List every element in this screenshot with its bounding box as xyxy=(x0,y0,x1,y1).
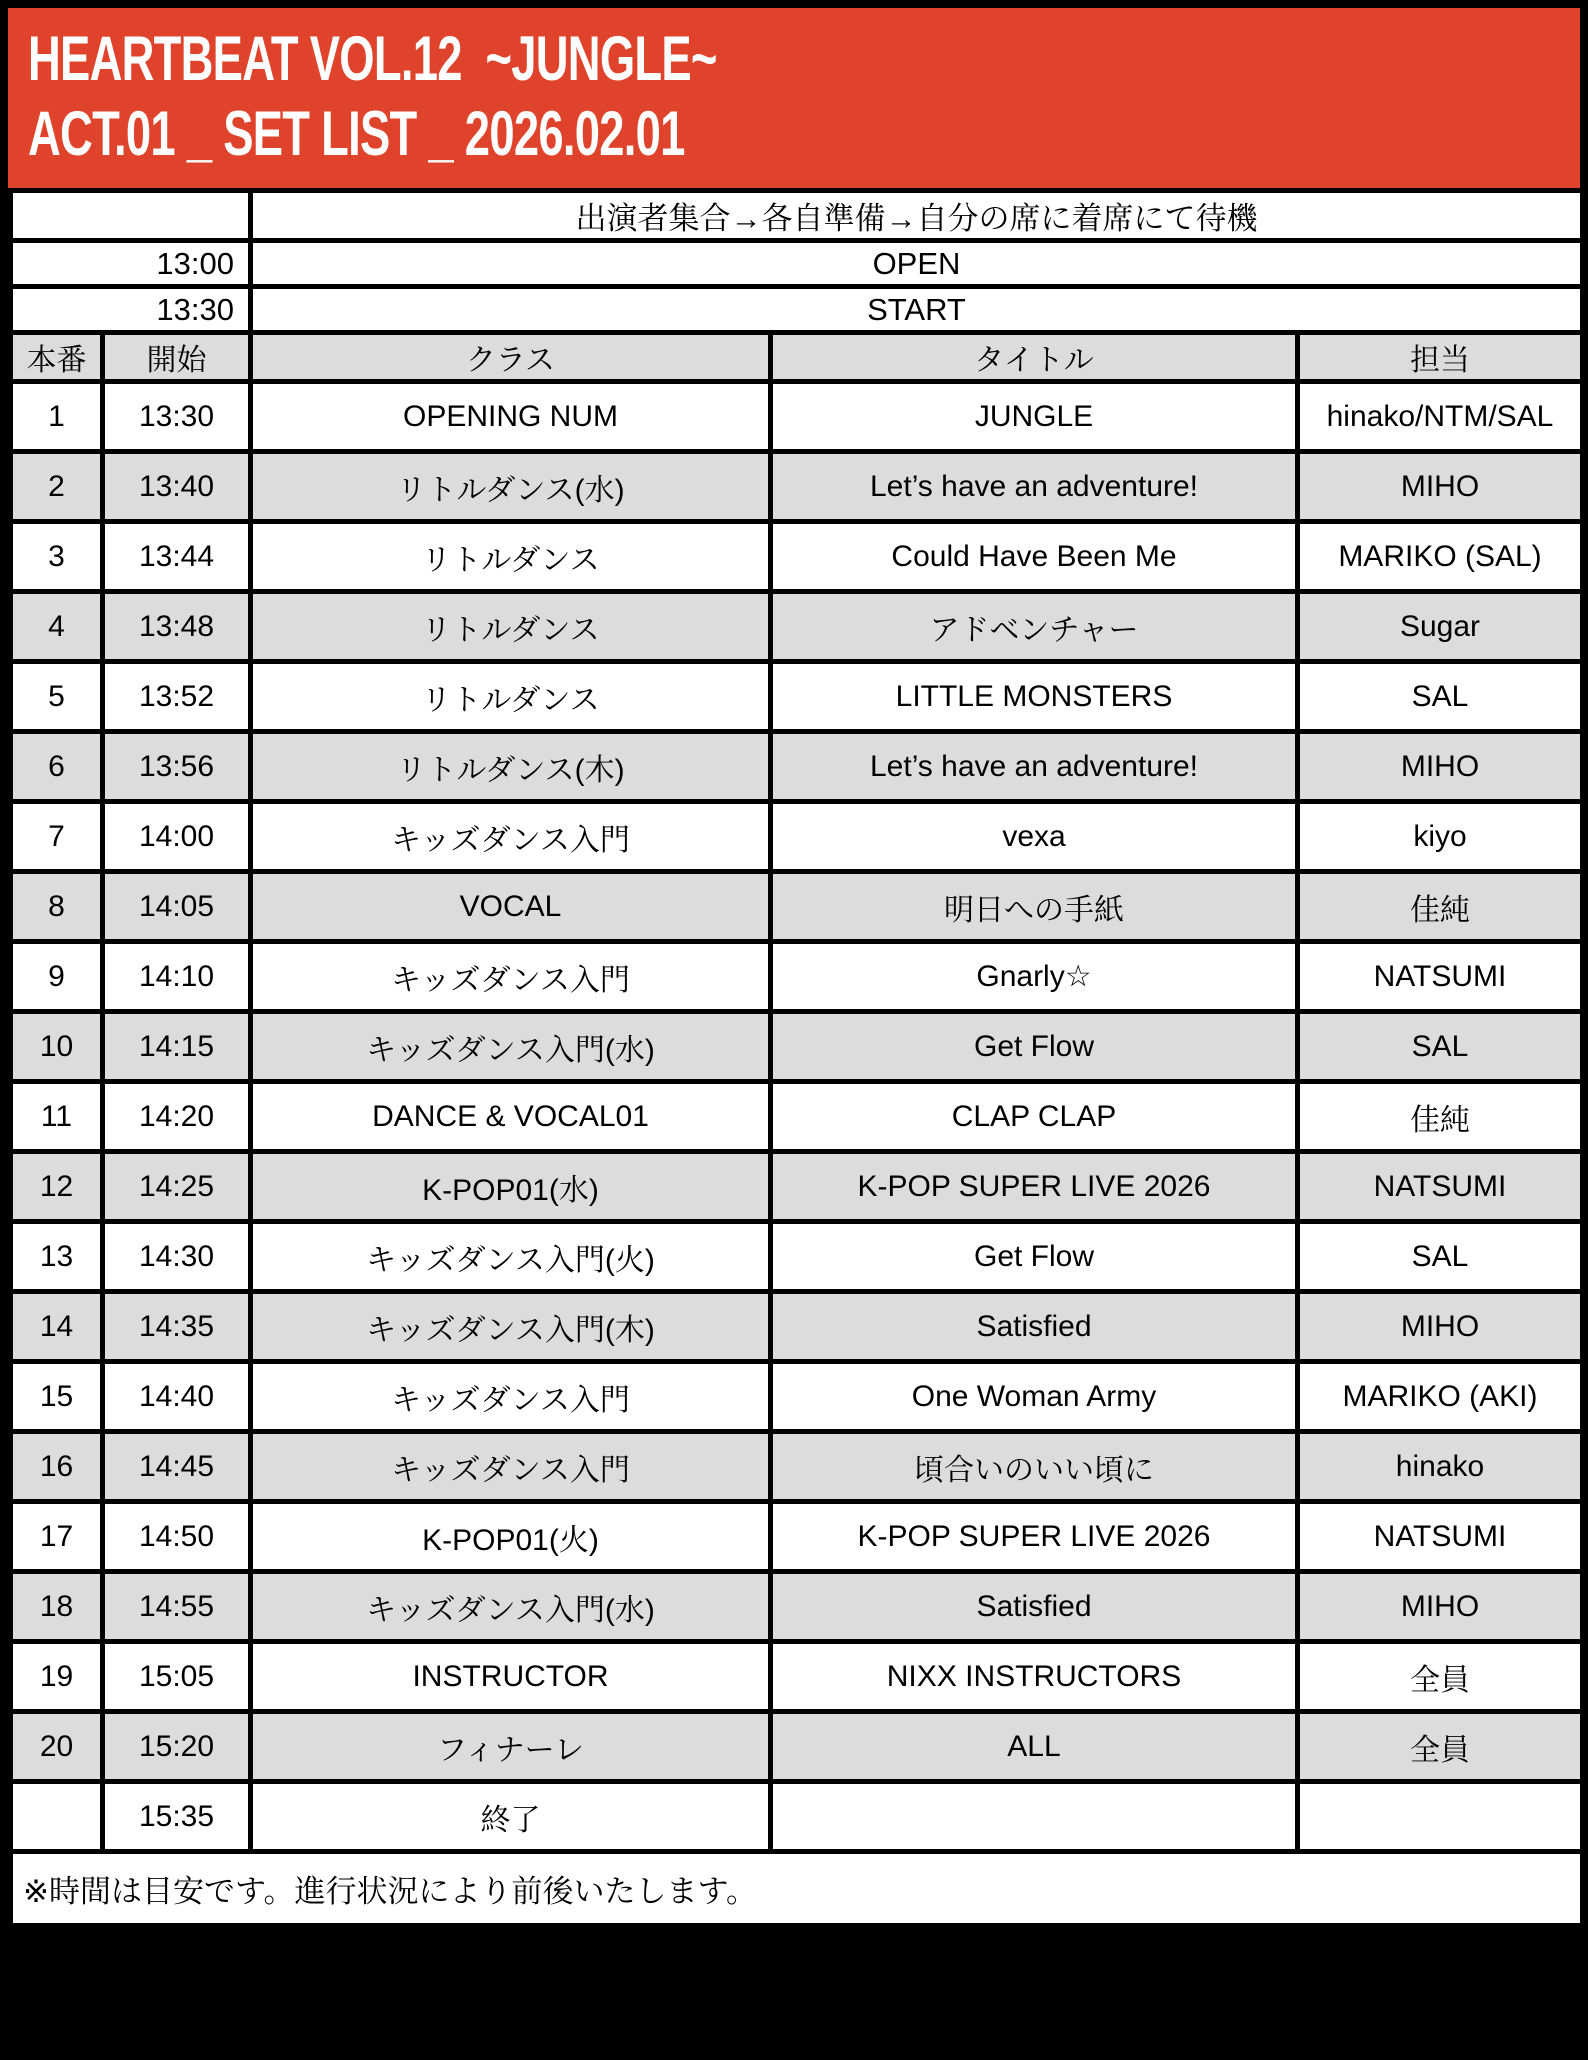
cell-staff: 全員 xyxy=(1298,1642,1583,1712)
table-row xyxy=(11,1712,1583,1782)
cell-class: リトルダンス xyxy=(251,522,771,592)
setlist-subtitle: ACT.01 _ SET LIST _ 2026.02.01 xyxy=(28,99,685,169)
cell-class: 終了 xyxy=(251,1782,771,1852)
cell-staff: MARIKO (SAL) xyxy=(1298,522,1583,592)
cell-no: 3 xyxy=(11,522,103,592)
cell-class: キッズダンス入門(水) xyxy=(251,1572,771,1642)
cell-title: Could Have Been Me xyxy=(771,522,1298,592)
cell-no: 10 xyxy=(11,1012,103,1082)
cell-title: NIXX INSTRUCTORS xyxy=(771,1642,1298,1712)
cell-staff: NATSUMI xyxy=(1298,1152,1583,1222)
table-row xyxy=(11,1782,1583,1852)
cell-no: 12 xyxy=(11,1152,103,1222)
table-row xyxy=(11,732,1583,802)
cell-class: リトルダンス(水) xyxy=(251,452,771,522)
cell-staff: SAL xyxy=(1298,662,1583,732)
prep-label-cell: 出演者集合→各自準備→自分の席に着席にて待機 xyxy=(251,191,1583,241)
cell-no: 16 xyxy=(11,1432,103,1502)
cell-title: 明日への手紙 xyxy=(771,872,1298,942)
cell-staff: MIHO xyxy=(1298,1572,1583,1642)
table-row xyxy=(11,1642,1583,1712)
table-row xyxy=(11,1082,1583,1152)
column-header-staff: 担当 xyxy=(1298,333,1583,382)
cell-class: DANCE & VOCAL01 xyxy=(251,1082,771,1152)
cell-start-time: 13:56 xyxy=(103,732,251,802)
start-time-cell: 13:30 xyxy=(11,287,251,333)
column-header-class: クラス xyxy=(251,333,771,382)
open-label-cell: OPEN xyxy=(251,241,1583,287)
cell-start-time: 13:48 xyxy=(103,592,251,662)
cell-start-time: 14:20 xyxy=(103,1082,251,1152)
cell-start-time: 14:10 xyxy=(103,942,251,1012)
cell-start-time: 14:15 xyxy=(103,1012,251,1082)
table-row xyxy=(11,382,1583,452)
cell-start-time: 13:44 xyxy=(103,522,251,592)
cell-staff: SAL xyxy=(1298,1012,1583,1082)
cell-no: 5 xyxy=(11,662,103,732)
cell-no: 11 xyxy=(11,1082,103,1152)
cell-no: 17 xyxy=(11,1502,103,1572)
table-row xyxy=(11,522,1583,592)
cell-staff: hinako xyxy=(1298,1432,1583,1502)
event-title: HEARTBEAT VOL.12 ~JUNGLE~ xyxy=(28,24,717,94)
column-header-title: タイトル xyxy=(771,333,1298,382)
cell-start-time: 14:05 xyxy=(103,872,251,942)
cell-class: キッズダンス入門(火) xyxy=(251,1222,771,1292)
table-row xyxy=(11,1222,1583,1292)
cell-no: 14 xyxy=(11,1292,103,1362)
cell-no: 20 xyxy=(11,1712,103,1782)
cell-staff: 佳純 xyxy=(1298,872,1583,942)
cell-title: ALL xyxy=(771,1712,1298,1782)
table-row xyxy=(11,1572,1583,1642)
note-cell: ※時間は目安です。進行状況により前後いたします。 xyxy=(11,1852,1583,1926)
cell-staff: hinako/NTM/SAL xyxy=(1298,382,1583,452)
cell-title: vexa xyxy=(771,802,1298,872)
performance-rows xyxy=(11,382,1583,1852)
cell-class: キッズダンス入門 xyxy=(251,1362,771,1432)
cell-title: CLAP CLAP xyxy=(771,1082,1298,1152)
cell-staff: MIHO xyxy=(1298,1292,1583,1362)
cell-class: キッズダンス入門(木) xyxy=(251,1292,771,1362)
table-row xyxy=(11,662,1583,732)
cell-start-time: 13:52 xyxy=(103,662,251,732)
footer-rows xyxy=(11,1852,1583,1926)
cell-staff: MIHO xyxy=(1298,732,1583,802)
cell-start-time: 13:40 xyxy=(103,452,251,522)
cell-title: Satisfied xyxy=(771,1292,1298,1362)
cell-title: Let’s have an adventure! xyxy=(771,452,1298,522)
cell-title: K-POP SUPER LIVE 2026 xyxy=(771,1152,1298,1222)
column-header-row xyxy=(11,333,1583,382)
table-row xyxy=(11,802,1583,872)
table-row xyxy=(11,872,1583,942)
cell-title: 頃合いのいい頃に xyxy=(771,1432,1298,1502)
cell-title: Get Flow xyxy=(771,1012,1298,1082)
cell-class: キッズダンス入門(水) xyxy=(251,1012,771,1082)
cell-staff: 全員 xyxy=(1298,1712,1583,1782)
title-banner xyxy=(8,8,1580,188)
cell-title: アドベンチャー xyxy=(771,592,1298,662)
cell-no: 4 xyxy=(11,592,103,662)
cell-staff: MIHO xyxy=(1298,452,1583,522)
cell-staff: Sugar xyxy=(1298,592,1583,662)
cell-class: INSTRUCTOR xyxy=(251,1642,771,1712)
table-row xyxy=(11,1152,1583,1222)
open-time-cell: 13:00 xyxy=(11,241,251,287)
prep-time-cell xyxy=(11,191,251,241)
note-row xyxy=(11,1852,1583,1926)
cell-class: VOCAL xyxy=(251,872,771,942)
cell-no: 6 xyxy=(11,732,103,802)
cell-no: 2 xyxy=(11,452,103,522)
cell-title: K-POP SUPER LIVE 2026 xyxy=(771,1502,1298,1572)
cell-class: K-POP01(火) xyxy=(251,1502,771,1572)
cell-staff xyxy=(1298,1782,1583,1852)
start-label-cell: START xyxy=(251,287,1583,333)
cell-staff: 佳純 xyxy=(1298,1082,1583,1152)
cell-staff: NATSUMI xyxy=(1298,942,1583,1012)
cell-staff: NATSUMI xyxy=(1298,1502,1583,1572)
cell-start-time: 15:35 xyxy=(103,1782,251,1852)
cell-start-time: 15:20 xyxy=(103,1712,251,1782)
cell-title: Get Flow xyxy=(771,1222,1298,1292)
cell-title: Gnarly☆ xyxy=(771,942,1298,1012)
setlist-table xyxy=(8,188,1585,1928)
table-row xyxy=(11,942,1583,1012)
cell-start-time: 13:30 xyxy=(103,382,251,452)
cell-no xyxy=(11,1782,103,1852)
cell-class: リトルダンス xyxy=(251,662,771,732)
cell-staff: kiyo xyxy=(1298,802,1583,872)
cell-start-time: 14:40 xyxy=(103,1362,251,1432)
table-row xyxy=(11,1012,1583,1082)
cell-no: 19 xyxy=(11,1642,103,1712)
cell-staff: MARIKO (AKI) xyxy=(1298,1362,1583,1432)
table-row xyxy=(11,1502,1583,1572)
cell-class: K-POP01(水) xyxy=(251,1152,771,1222)
cell-no: 8 xyxy=(11,872,103,942)
table-row xyxy=(11,592,1583,662)
cell-no: 1 xyxy=(11,382,103,452)
table-row xyxy=(11,452,1583,522)
cell-class: リトルダンス xyxy=(251,592,771,662)
cell-class: リトルダンス(木) xyxy=(251,732,771,802)
cell-start-time: 14:25 xyxy=(103,1152,251,1222)
cell-title: JUNGLE xyxy=(771,382,1298,452)
open-row xyxy=(11,241,1583,287)
prep-row xyxy=(11,191,1583,241)
table-row xyxy=(11,1432,1583,1502)
table-row xyxy=(11,1362,1583,1432)
cell-no: 15 xyxy=(11,1362,103,1432)
cell-class: フィナーレ xyxy=(251,1712,771,1782)
cell-start-time: 14:55 xyxy=(103,1572,251,1642)
cell-title: Let’s have an adventure! xyxy=(771,732,1298,802)
cell-start-time: 14:45 xyxy=(103,1432,251,1502)
cell-start-time: 14:00 xyxy=(103,802,251,872)
cell-no: 18 xyxy=(11,1572,103,1642)
cell-title: LITTLE MONSTERS xyxy=(771,662,1298,732)
cell-title: One Woman Army xyxy=(771,1362,1298,1432)
cell-class: キッズダンス入門 xyxy=(251,1432,771,1502)
cell-no: 7 xyxy=(11,802,103,872)
cell-start-time: 14:30 xyxy=(103,1222,251,1292)
cell-title xyxy=(771,1782,1298,1852)
start-row xyxy=(11,287,1583,333)
pre-show-rows xyxy=(11,191,1583,382)
cell-class: キッズダンス入門 xyxy=(251,942,771,1012)
cell-title: Satisfied xyxy=(771,1572,1298,1642)
cell-start-time: 14:35 xyxy=(103,1292,251,1362)
column-header-start: 開始 xyxy=(103,333,251,382)
cell-class: キッズダンス入門 xyxy=(251,802,771,872)
cell-no: 13 xyxy=(11,1222,103,1292)
cell-start-time: 14:50 xyxy=(103,1502,251,1572)
column-header-no: 本番 xyxy=(11,333,103,382)
cell-no: 9 xyxy=(11,942,103,1012)
table-row xyxy=(11,1292,1583,1362)
cell-class: OPENING NUM xyxy=(251,382,771,452)
cell-staff: SAL xyxy=(1298,1222,1583,1292)
cell-start-time: 15:05 xyxy=(103,1642,251,1712)
